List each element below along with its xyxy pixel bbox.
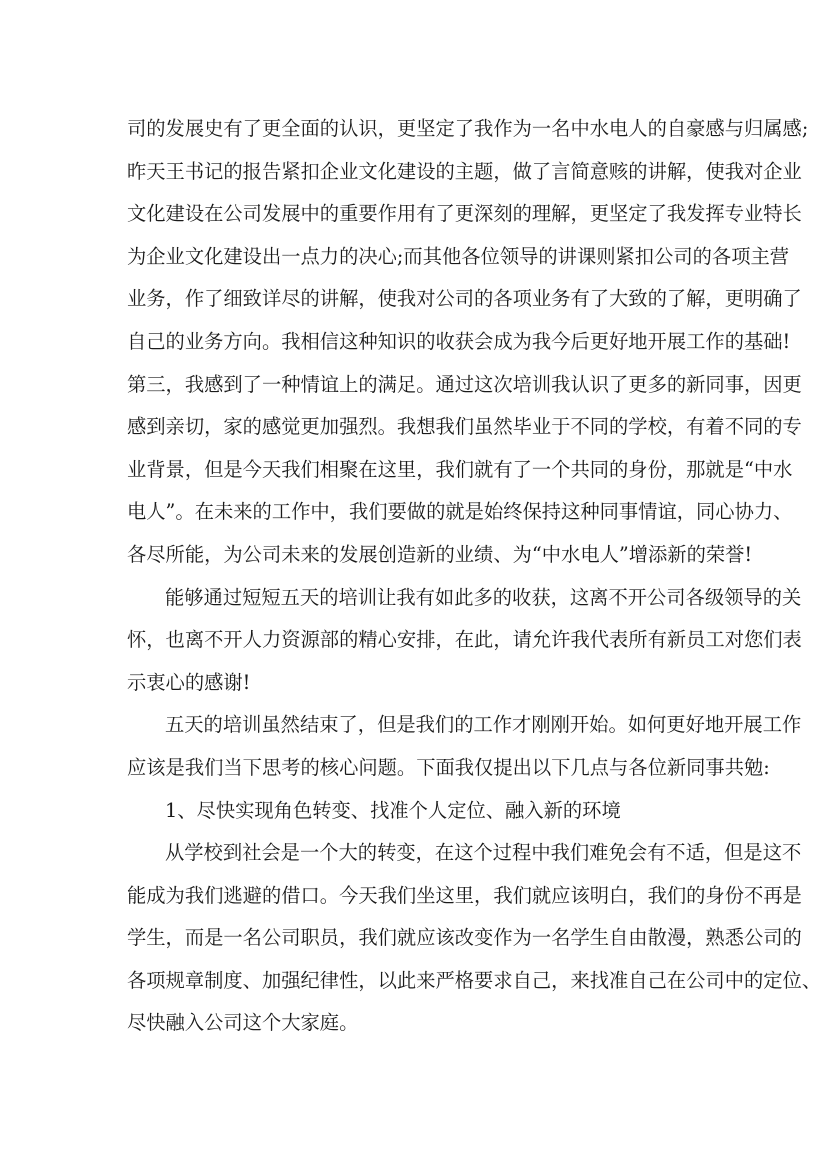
text-line: 为企业文化建设出一点力的决心;而其他各位领导的讲课则紧扣公司的各项主营 (127, 244, 790, 268)
text-line: 学生，而是一名公司职员，我们就应该改变作为一名学生自由散漫，熟悉公司的 (127, 926, 802, 950)
text-line: 从学校到社会是一个大的转变，在这个过程中我们难免会有不适，但是这不 (165, 841, 802, 865)
text-line: 昨天王书记的报告紧扣企业文化建设的主题，做了言简意赅的讲解，使我对企业 (127, 159, 802, 183)
text-line: 各项规章制度、加强纪律性，以此来严格要求自己，来找准自己在公司中的定位、 (127, 968, 822, 992)
document-body (127, 108, 822, 1045)
text-line: 业务，作了细致详尽的讲解，使我对公司的各项业务有了大致的了解，更明确了 (127, 287, 802, 311)
text-line: 能成为我们逃避的借口。今天我们坐这里，我们就应该明白，我们的身份不再是 (127, 883, 802, 907)
text-line: 各尽所能，为公司未来的发展创造新的业绩、为“中水电人”增添新的荣誉! (127, 542, 753, 566)
text-line: 感到亲切，家的感觉更加强烈。我想我们虽然毕业于不同的学校，有着不同的专 (127, 415, 802, 439)
text-line: 怀，也离不开人力资源部的精心安排，在此，请允许我代表所有新员工对您们表 (127, 628, 802, 652)
text-line: 尽快融入公司这个大家庭。 (127, 1011, 359, 1035)
text-line: 文化建设在公司发展中的重要作用有了更深刻的理解，更坚定了我发挥专业特长 (127, 202, 802, 226)
text-line: 能够通过短短五天的培训让我有如此多的收获，这离不开公司各级领导的关 (165, 585, 802, 609)
text-line: 电人”。在未来的工作中，我们要做的就是始终保持这种同事情谊，同心协力、 (127, 500, 793, 524)
text-line: 自己的业务方向。我相信这种知识的收获会成为我今后更好地开展工作的基础! (127, 329, 791, 353)
text-line: 第三，我感到了一种情谊上的满足。通过这次培训我认识了更多的新同事，因更 (127, 372, 802, 396)
text-line: 1、尽快实现角色转变、找准个人定位、融入新的环境 (165, 798, 621, 822)
text-line: 示衷心的感谢! (127, 670, 251, 694)
text-line: 业背景，但是今天我们相聚在这里，我们就有了一个共同的身份，那就是“中水 (127, 457, 793, 481)
text-line: 应该是我们当下思考的核心问题。下面我仅提出以下几点与各位新同事共勉: (127, 755, 770, 779)
text-line: 五天的培训虽然结束了，但是我们的工作才刚刚开始。如何更好地开展工作 (165, 713, 802, 737)
text-line: 司的发展史有了更全面的认识，更坚定了我作为一名中水电人的自豪感与归属感; (127, 117, 809, 140)
